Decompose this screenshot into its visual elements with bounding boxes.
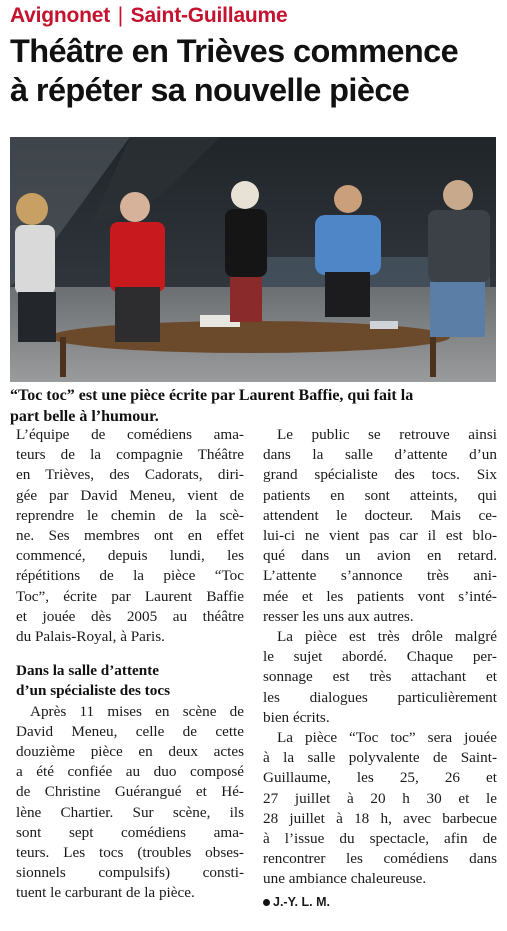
text-line: 28 juillet à 18 h, avec barbecue [263,809,497,827]
text-line: une ambiance chaleureuse. [263,870,427,888]
text-line: teurs de la compagnie Théâtre [16,446,244,464]
text-line: L’attente s’annonce très ani- [263,567,497,585]
article-column-left [16,425,244,904]
subheading-line: d’un spécialiste des tocs [16,682,170,700]
text-line: L’équipe de comédiens ama- [16,426,244,443]
paragraph-opinion [263,627,497,728]
headline-line-1: Théâtre en Trièves commence [10,33,459,69]
text-line: commencé, depuis lundi, les [16,547,244,565]
text-line: La pièce “Toc toc” sera jouée [277,729,497,747]
rubric-separator: | [117,4,123,27]
text-line: a été confiée au duo composé [16,763,244,781]
text-line: teurs. Les tocs (troubles obses- [16,844,244,862]
text-line: mée et les patients vont s’inté- [263,587,497,605]
text-line: La pièce est très drôle malgré [277,628,497,646]
text-line: David Meneu, celle de cette [16,722,244,740]
text-line: à la salle polyvalente de Saint- [263,749,497,767]
text-line: ne. Ses membres ont en effet [16,527,244,545]
text-line: Toc”, écrite par Laurent Baffie [16,587,244,605]
text-line: Le public se retrouve ainsi [277,426,497,443]
text-line: Guillaume, les 25, 26 et [263,769,497,787]
text-line: reprendre le chemin de la scè- [16,506,244,524]
subheading [16,661,244,701]
text-line: sont sept comédiens ama- [16,823,244,841]
text-line: tuent le carburant de la pièce. [16,884,195,902]
headline-line-2: à répéter sa nouvelle pièce [10,72,410,108]
author-byline [263,892,497,912]
caption-line-2: part belle à l’humour. [10,408,159,425]
text-line: douzième pièce en deux actes [16,743,244,761]
text-line: patients en sont atteints, qui [263,486,497,504]
article-column-right [263,425,497,912]
headline [10,32,505,110]
paragraph-intro [16,425,244,647]
text-line: bien écrits. [263,708,330,726]
text-line: attendent le docteur. Mais ce- [263,506,497,524]
bullet-icon [263,899,270,906]
text-line: resser les uns aux autres. [263,607,414,625]
text-line: en Trièves, des Cadorats, diri- [16,466,244,484]
text-line: Après 11 mises en scène de [30,702,244,720]
photo-caption [10,385,500,427]
text-line: sonnage est très attachant et [263,668,497,686]
text-line: sionnels compulsifs) consti- [16,864,244,882]
theatre-rehearsal-photo-icon [10,137,496,382]
paragraph-dates [263,728,497,890]
text-line: rencontrer les comédiens dans [263,850,497,868]
caption-line-1: “Toc toc” est une pièce écrite par Laurent Baffie, qui fait la [10,387,414,404]
text-line: le sujet abordé. Chaque per- [263,648,497,666]
text-line: lène Chartier. Sur scène, ils [16,803,244,821]
text-line: gée par David Meneu, vient de [16,486,244,504]
paragraph-plot [263,425,497,627]
rubric [10,4,288,28]
text-line: du Palais-Royal, à Paris. [16,628,165,646]
text-line: 27 juillet à 20 h 30 et le [263,789,497,807]
paragraph-staging [16,702,244,904]
text-line: de Christine Guérangué et Hé- [16,783,244,801]
text-line: grand spécialiste des tocs. Six [263,466,497,484]
text-line: à l’issue du spectacle, afin de [263,830,497,848]
text-line: qué dans un avion en retard. [263,547,497,565]
rubric-town-saint-guillaume: Saint-Guillaume [130,4,288,27]
text-line: et jouée dès 2005 au théâtre [16,607,244,625]
text-line: répétitions de la pièce “Toc [16,567,244,585]
text-line: lui-ci ne vient pas car il est blo- [263,527,497,545]
text-line: les dialogues particulièrement [263,688,497,706]
byline-text: J.-Y. L. M. [273,894,330,909]
rehearsal-photo [10,137,496,382]
subheading-line: Dans la salle d’attente [16,662,160,680]
rubric-town-avignonet: Avignonet [10,4,111,27]
text-line: dans la salle d’attente d’un [263,446,497,464]
